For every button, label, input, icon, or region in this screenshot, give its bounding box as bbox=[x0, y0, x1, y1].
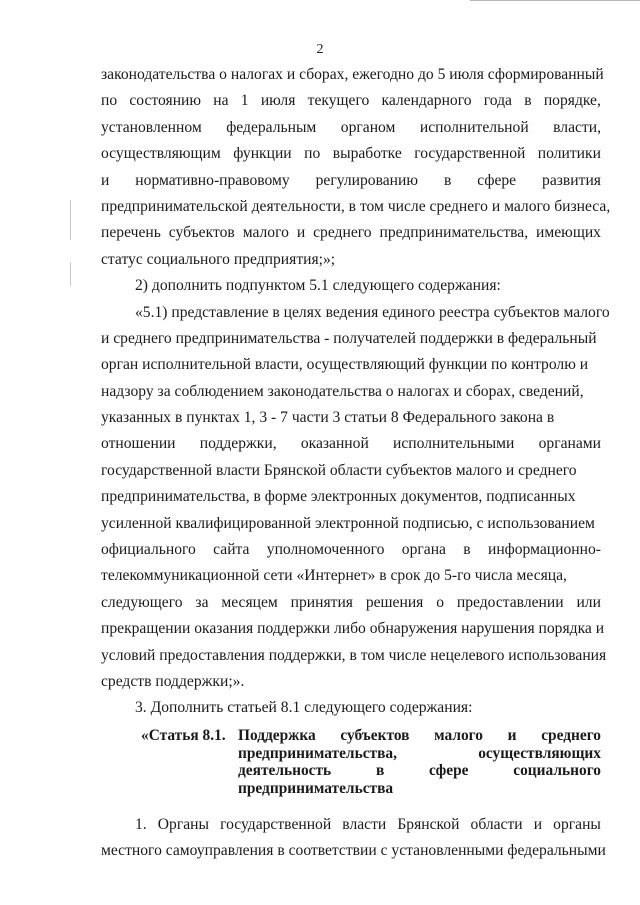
word: порядке, bbox=[543, 92, 601, 110]
word: малого bbox=[434, 727, 483, 744]
word: среднего bbox=[541, 727, 601, 744]
text-line bbox=[101, 115, 601, 141]
word: сфере bbox=[477, 171, 517, 189]
text-line bbox=[101, 563, 601, 589]
word: в bbox=[375, 762, 385, 779]
text-line bbox=[101, 326, 601, 352]
body-text bbox=[101, 62, 611, 722]
text-line bbox=[101, 194, 611, 220]
line-text: 3. Дополнить статьей 8.1 следующего содержания: bbox=[135, 699, 473, 717]
text-line bbox=[238, 762, 601, 780]
word: перечень bbox=[101, 224, 161, 242]
text-line bbox=[101, 537, 601, 563]
word: развития bbox=[542, 171, 601, 189]
line-text: указанных в пунктах 1, 3 - 7 части 3 статьи 8 Федерального закона в bbox=[101, 409, 555, 427]
word: Органы bbox=[157, 816, 209, 833]
line-text: местного самоуправления в соответствии с установленными федеральными bbox=[101, 842, 606, 860]
text-line bbox=[101, 838, 606, 864]
word: уполномоченного bbox=[266, 541, 385, 559]
word: состоянию bbox=[129, 92, 202, 110]
word: органами bbox=[538, 435, 601, 453]
word: в bbox=[443, 171, 452, 189]
line-text: прекращении оказания поддержки либо обнаружения нарушения порядка и bbox=[101, 620, 605, 638]
word: среднего bbox=[313, 224, 372, 242]
word: о bbox=[436, 593, 444, 611]
text-line bbox=[101, 616, 605, 642]
text-line bbox=[101, 88, 601, 114]
word: следующего bbox=[101, 593, 183, 611]
word: решения bbox=[365, 593, 424, 611]
text-line bbox=[101, 141, 601, 167]
word: выработке bbox=[332, 145, 402, 163]
line-text: надзору за соблюдением законодательства о налогах и сборах, сведений, bbox=[101, 382, 584, 400]
word: официального bbox=[101, 541, 196, 559]
text-line bbox=[101, 273, 601, 299]
word: сфере bbox=[429, 762, 469, 779]
word: федеральным bbox=[226, 118, 317, 136]
word: предоставлении bbox=[456, 593, 564, 611]
word: информационно- bbox=[487, 541, 601, 559]
line-text: усиленной квалифицированной электронной подписью, с использованием bbox=[101, 514, 595, 532]
word: Брянской bbox=[397, 816, 460, 833]
text-line bbox=[101, 300, 610, 326]
text-line bbox=[238, 727, 601, 745]
word: государственной bbox=[414, 145, 526, 163]
line-text: предпринимательства, в форме электронных документов, подписанных bbox=[101, 488, 576, 506]
word: на bbox=[213, 92, 229, 110]
word: власти, bbox=[553, 118, 601, 136]
word: органа bbox=[401, 541, 446, 559]
text-line bbox=[101, 695, 601, 721]
text-line bbox=[101, 643, 607, 669]
word: субъектов bbox=[168, 224, 235, 242]
word: 1 bbox=[240, 92, 249, 110]
word: июля bbox=[260, 92, 296, 110]
scan-margin-mark bbox=[70, 262, 71, 286]
text-line bbox=[238, 745, 601, 763]
line-text: законодательства о налогах и сборах, ежегодно до 5 июля сформированный bbox=[101, 66, 604, 83]
text-line bbox=[101, 168, 601, 194]
word: месяцем bbox=[221, 593, 278, 611]
word: 1. bbox=[135, 816, 147, 833]
line-text: предпринимательства bbox=[238, 779, 394, 797]
line-text: 2) дополнить подпунктом 5.1 следующего содержания: bbox=[135, 277, 501, 295]
word: года bbox=[483, 92, 512, 110]
line-text: телекоммуникационной сети «Интернет» в срок до 5-го числа месяца, bbox=[101, 567, 567, 585]
word: сайта bbox=[213, 541, 250, 559]
text-line bbox=[101, 484, 601, 510]
word: поддержки, bbox=[199, 435, 277, 453]
word: за bbox=[195, 593, 209, 611]
word: области bbox=[470, 816, 523, 833]
word: малого bbox=[242, 224, 289, 242]
word: функции bbox=[233, 145, 292, 163]
word: исполнительными bbox=[393, 435, 515, 453]
word: в bbox=[463, 541, 471, 559]
word: и bbox=[101, 171, 110, 189]
text-line bbox=[101, 62, 604, 88]
word: политики bbox=[537, 145, 601, 163]
line-text: статус социального предприятия;»; bbox=[101, 250, 336, 268]
word: деятельность bbox=[238, 762, 332, 779]
word: отношении bbox=[101, 435, 176, 453]
text-line bbox=[101, 812, 601, 838]
line-text: предпринимательской деятельности, в том числе среднего и малого бизнеса, bbox=[101, 197, 611, 215]
text-line bbox=[101, 511, 601, 537]
word: нормативно-правовому bbox=[135, 171, 290, 189]
word: исполнительной bbox=[419, 118, 529, 136]
word: и bbox=[507, 727, 517, 744]
word: или bbox=[576, 593, 601, 611]
word: субъектов bbox=[340, 727, 410, 744]
word: органы bbox=[553, 816, 601, 833]
word: предпринимательства, bbox=[379, 224, 529, 242]
word: предпринимательства, bbox=[238, 744, 397, 762]
word: текущего bbox=[307, 92, 370, 110]
text-line bbox=[101, 247, 601, 273]
text-line bbox=[101, 590, 601, 616]
word: установленном bbox=[101, 118, 202, 136]
word: социального bbox=[513, 762, 601, 779]
word: имеющих bbox=[536, 224, 601, 242]
word: и bbox=[296, 224, 306, 242]
body-text-continued bbox=[101, 812, 606, 865]
word: календарного bbox=[381, 92, 472, 110]
word: в bbox=[524, 92, 532, 110]
text-line bbox=[101, 669, 601, 695]
word: принятия bbox=[290, 593, 353, 611]
word: оказанной bbox=[300, 435, 369, 453]
word: власти bbox=[342, 816, 387, 833]
word: органом bbox=[340, 118, 396, 136]
word: по bbox=[101, 92, 118, 110]
word: и bbox=[533, 816, 543, 833]
text-line bbox=[101, 431, 601, 457]
word: государственной bbox=[220, 816, 332, 833]
line-text: «5.1) представление в целях ведения единого реестра субъектов малого bbox=[135, 303, 610, 321]
word: осуществляющим bbox=[101, 145, 221, 163]
line-text: орган исполнительной власти, осуществляющий функции по контролю и bbox=[101, 356, 589, 374]
text-line bbox=[101, 458, 601, 484]
line-text: условий предоставления поддержки, в том числе нецелевого использования bbox=[101, 646, 607, 664]
text-line bbox=[101, 352, 601, 378]
word: по bbox=[304, 145, 321, 163]
text-line bbox=[101, 220, 601, 246]
word: Поддержка bbox=[238, 727, 316, 744]
scan-edge-line bbox=[470, 0, 640, 1]
article-label: «Статья 8.1. bbox=[141, 727, 226, 744]
article-title bbox=[238, 727, 601, 797]
page-number: 2 bbox=[316, 42, 324, 57]
line-text: средств поддержки;». bbox=[101, 672, 245, 690]
text-line bbox=[101, 379, 601, 405]
text-line bbox=[238, 780, 601, 798]
word: осуществляющих bbox=[478, 744, 601, 762]
text-line bbox=[101, 405, 601, 431]
line-text: и среднего предпринимательства - получателей поддержки в федеральный bbox=[101, 329, 597, 347]
scan-margin-mark bbox=[70, 200, 71, 240]
word: регулированию bbox=[315, 171, 418, 189]
line-text: государственной власти Брянской области субъектов малого и среднего bbox=[101, 461, 577, 479]
